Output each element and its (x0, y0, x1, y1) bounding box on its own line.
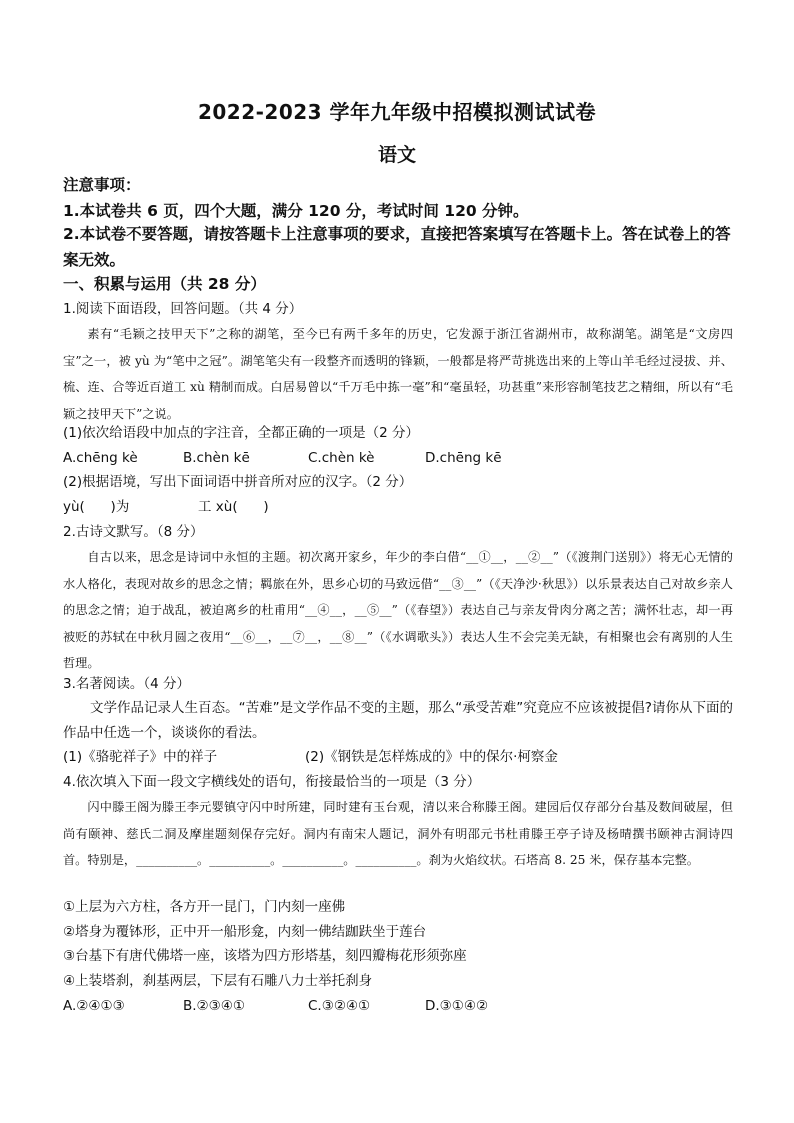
exam-title: 2022-2023 学年九年级中招模拟测试试卷 (197, 100, 597, 124)
option-c: C.chèn kè (308, 450, 375, 466)
q1-sub1: (1)依次给语段中加点的字注音，全都正确的一项是（2 分） (63, 425, 420, 441)
section-heading: 一、积累与运用（共 28 分） (63, 275, 266, 293)
q2-passage: 自古以来，思念是诗词中永恒的主题。初次离开家乡，年少的李白借“__①__，__②__”（《渡荆门送别》）将无心无情的水人格化，表现对故乡的思念之情；羁旅在外，思乡心切的马致远借“__③__”（《天净沙·秋思》）以乐景表达自己对故乡亲人的思念之情；迫于战乱，被迫离乡的杜甫用“__④__，__⑤__”（《春望》）表达自己与亲友骨肉分离之苦；满怀壮志，却一再被贬的苏轼在中秋月圆之夜用“__⑥__，__⑦__，__⑧__”（《水调歌头》）表达人生不会完美无缺，有相聚也会有离别的人生哲理。 (63, 550, 733, 670)
q4-option-c: C.③②④① (308, 998, 371, 1014)
q4-options (63, 994, 733, 1018)
q3-option-2: (2)《钢铁是怎样炼成的》中的保尔·柯察金 (305, 749, 558, 765)
q4-item-3: ③台基下有唐代佛塔一座，该塔为四方形塔基，刻四瓣梅花形须弥座 (63, 948, 467, 964)
q4-option-d: D.③①④② (425, 998, 489, 1014)
q1-sub2-blanks: yù( )为 工 xù( ) (63, 499, 269, 515)
q4-option-a: A.②④①③ (63, 998, 125, 1014)
q4-stem: 4.依次填入下面一段文字横线处的语句，衔接最恰当的一项是（3 分） (63, 774, 481, 790)
option-b: B.chèn kē (183, 450, 250, 466)
option-d: D.chēng kē (425, 450, 502, 466)
subject-title: 语文 (377, 144, 416, 166)
q3-options (63, 745, 733, 769)
q3-option-1: (1)《骆驼祥子》中的祥子 (63, 749, 218, 765)
q3-passage: 文学作品记录人生百态。“苦难”是文学作品不变的主题，那么“承受苦难”究竟应不应该被提倡?请你从下面的作品中任选一个，谈谈你的看法。 (63, 700, 733, 741)
notes-item-2: 2.本试卷不要答题，请按答题卡上注意事项的要求，直接把答案填写在答题卡上。答在试卷上的答案无效。 (63, 225, 731, 269)
q1-passage: 素有“毛颖之技甲天下”之称的湖笔，至今已有两千多年的历史，它发源于浙江省湖州市，故称湖笔。湖笔是“文房四宝”之一，被 yù 为“笔中之冠”。湖笔笔尖有一段整齐而透明的锋颖，一般都是将严苛挑选出来的上等山羊毛经过浸拔、并、梳、连、合等近百道工 xù 精制而成。白居易曾以“千万毛中拣一毫”和“毫虽轻，功甚重”来形容制笔技艺之精细，所以有“毛颖之技甲天下”之说。 (63, 327, 733, 421)
q1-sub2: (2)根据语境，写出下面词语中拼音所对应的汉字。（2 分） (63, 474, 413, 490)
notes-heading: 注意事项： (63, 176, 141, 194)
q1-stem: 1.阅读下面语段，回答问题。（共 4 分） (63, 301, 303, 317)
q4-item-1: ①上层为六方柱，各方开一昆门，门内刻一座佛 (63, 899, 346, 915)
notes-item-1: 1.本试卷共 6 页，四个大题，满分 120 分，考试时间 120 分钟。 (63, 202, 529, 220)
q1-sub1-options (63, 446, 733, 470)
q4-item-2: ②塔身为覆钵形，正中开一船形龛，内刻一佛结跏趺坐于莲台 (63, 924, 427, 940)
q4-option-b: B.②③④① (183, 998, 245, 1014)
q3-stem: 3.名著阅读。（4 分） (63, 676, 191, 692)
q2-stem: 2.古诗文默写。（8 分） (63, 524, 204, 540)
q4-item-4: ④上装塔刹，刹基两层，下层有石雕八力士举托刹身 (63, 973, 373, 989)
q4-passage: 闪中滕王阁为滕王李元婴镇守闪中时所建，同时建有玉台观，清以来合称滕王阁。建园后仅存部分台基及数间破屋，但尚有颐神、慈氏二洞及摩崖题刻保存完好。洞内有南宋人题记，洞外有明邵元书杜甫滕王亭子诗及杨晴撰书颐神古洞诗四首。特别是，__________。__________。__________。__________。刹为火焰纹状。石塔高 8. 25 米，保存基本完整。 (63, 800, 733, 867)
option-a: A.chēng kè (63, 450, 138, 466)
